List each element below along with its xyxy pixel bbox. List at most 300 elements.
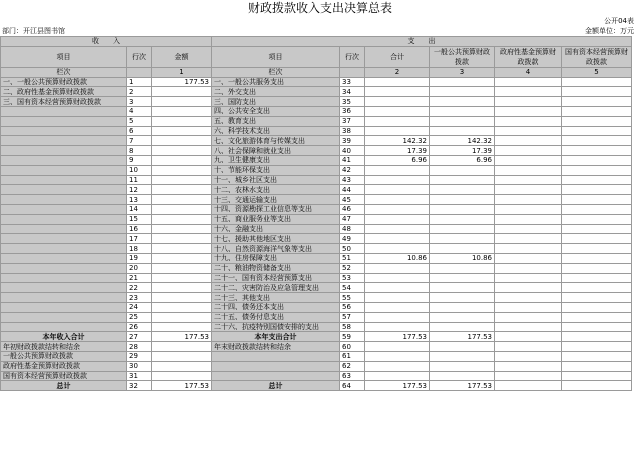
page-title: 财政拨款收入支出决算总表	[247, 1, 392, 15]
table-row	[1, 214, 632, 224]
expend-row-no: 41	[340, 155, 365, 165]
expend-general	[430, 97, 495, 107]
expend-gov-fund	[495, 175, 562, 185]
year-income-amount: 177.53	[152, 332, 212, 342]
expend-item: 十二、农林水支出	[212, 185, 340, 195]
expend-item: 九、卫生健康支出	[212, 155, 340, 165]
column-index-4: 4	[495, 67, 562, 77]
expend-row-no: 53	[340, 273, 365, 283]
expend-state-capital	[562, 234, 632, 244]
table-row	[1, 283, 632, 293]
row-number: 63	[340, 371, 365, 381]
expend-total	[365, 204, 430, 214]
expend-total	[365, 116, 430, 126]
gov-fund-header: 政府性基金预算财政拨款	[495, 46, 562, 67]
income-amount	[152, 185, 212, 195]
expend-gov-fund	[495, 253, 562, 263]
income-item	[1, 244, 127, 254]
income-amount	[152, 224, 212, 234]
expend-row-no: 58	[340, 322, 365, 332]
income-amount	[152, 165, 212, 175]
expend-total	[365, 175, 430, 185]
expend-rowno-header: 行次	[340, 46, 365, 67]
expend-general	[430, 322, 495, 332]
income-row-no: 13	[127, 195, 152, 205]
table-row	[1, 312, 632, 322]
carry-out-label: 年末财政拨款结转和结余	[212, 342, 340, 352]
expend-total	[365, 87, 430, 97]
expend-row-no: 48	[340, 224, 365, 234]
expend-general	[430, 116, 495, 126]
expend-total: 10.86	[365, 253, 430, 263]
expend-row-no: 34	[340, 87, 365, 97]
expend-gov-fund	[495, 273, 562, 283]
grand-total-label: 总计	[1, 381, 127, 391]
expend-gov-fund	[495, 97, 562, 107]
grand-total-right-total: 177.53	[365, 381, 430, 391]
table-row	[1, 146, 632, 156]
income-row-no: 4	[127, 106, 152, 116]
expend-state-capital	[562, 244, 632, 254]
expend-state-capital	[562, 224, 632, 234]
income-amount	[152, 283, 212, 293]
expend-gov-fund	[495, 214, 562, 224]
table-row	[1, 195, 632, 205]
income-amount	[152, 136, 212, 146]
income-amount: 177.53	[152, 77, 212, 87]
income-item: 二、政府性基金预算财政拨款	[1, 87, 127, 97]
year-expend-label: 本年支出合计	[212, 332, 340, 342]
column-label: 栏次	[1, 67, 127, 77]
income-item	[1, 204, 127, 214]
income-row-no: 6	[127, 126, 152, 136]
expend-general	[430, 302, 495, 312]
income-row-no: 15	[127, 214, 152, 224]
expend-state-capital	[562, 116, 632, 126]
carry-in-label: 年初财政拨款结转和结余	[1, 342, 127, 352]
expend-item: 二、外交支出	[212, 87, 340, 97]
income-item	[1, 253, 127, 263]
income-item	[1, 116, 127, 126]
expend-state-capital	[562, 263, 632, 273]
expend-total: 17.39	[365, 146, 430, 156]
expend-item: 四、公共安全支出	[212, 106, 340, 116]
expend-gov-fund	[495, 234, 562, 244]
expend-total	[365, 185, 430, 195]
expend-total	[365, 263, 430, 273]
grand-total-right-general: 177.53	[430, 381, 495, 391]
income-header: 收 入	[1, 37, 212, 47]
expend-item: 六、科学技术支出	[212, 126, 340, 136]
expend-general: 142.32	[430, 136, 495, 146]
income-item	[1, 293, 127, 303]
carry-sub3-no: 31	[127, 371, 152, 381]
income-row-no: 21	[127, 273, 152, 283]
income-item	[1, 224, 127, 234]
table-row	[1, 185, 632, 195]
expend-item: 二十二、灾害防治及应急管理支出	[212, 283, 340, 293]
table-row	[1, 302, 632, 312]
expend-item: 十七、援助其他地区支出	[212, 234, 340, 244]
year-expend-no: 59	[340, 332, 365, 342]
expend-total: 6.96	[365, 155, 430, 165]
expend-general	[430, 87, 495, 97]
expend-gov-fund	[495, 283, 562, 293]
expend-state-capital	[562, 185, 632, 195]
income-row-no: 24	[127, 302, 152, 312]
expend-state-capital	[562, 136, 632, 146]
income-amount	[152, 293, 212, 303]
expend-state-capital	[562, 214, 632, 224]
carry-sub1-no: 29	[127, 351, 152, 361]
total-header: 合计	[365, 46, 430, 67]
expend-general	[430, 244, 495, 254]
unit-label: 金额单位：万元	[585, 27, 634, 35]
carry-in-no: 28	[127, 342, 152, 352]
expend-total	[365, 126, 430, 136]
year-total-row	[1, 332, 632, 342]
expend-state-capital	[562, 283, 632, 293]
expend-general	[430, 77, 495, 87]
expend-row-no: 37	[340, 116, 365, 126]
table-row	[1, 97, 632, 107]
expend-gov-fund	[495, 293, 562, 303]
grand-total-no: 32	[127, 381, 152, 391]
expend-gov-fund	[495, 77, 562, 87]
expend-general	[430, 106, 495, 116]
income-amount	[152, 312, 212, 322]
expend-item: 八、社会保障和就业支出	[212, 146, 340, 156]
income-amount	[152, 273, 212, 283]
expend-gov-fund	[495, 87, 562, 97]
expend-total	[365, 312, 430, 322]
income-item	[1, 175, 127, 185]
table-row	[1, 263, 632, 273]
column-index-2: 2	[365, 67, 430, 77]
grand-total-right-label: 总计	[212, 381, 340, 391]
income-item	[1, 283, 127, 293]
income-row-no: 16	[127, 224, 152, 234]
expend-gov-fund	[495, 155, 562, 165]
table-row	[1, 155, 632, 165]
income-amount	[152, 234, 212, 244]
expend-row-no: 39	[340, 136, 365, 146]
table-row	[1, 253, 632, 263]
department-label: 部门：开江县图书馆	[2, 27, 65, 35]
carry-sub2-label: 政府性基金预算财政拨款	[1, 361, 127, 371]
income-amount	[152, 126, 212, 136]
expend-row-no: 49	[340, 234, 365, 244]
section-header-row	[1, 37, 632, 47]
income-item	[1, 302, 127, 312]
expend-general	[430, 234, 495, 244]
table-row	[1, 165, 632, 175]
column-header-row	[1, 46, 632, 67]
expend-total	[365, 214, 430, 224]
income-row-no: 17	[127, 234, 152, 244]
expend-state-capital	[562, 77, 632, 87]
income-row-no: 26	[127, 322, 152, 332]
table-row	[1, 175, 632, 185]
table-row	[1, 224, 632, 234]
expend-gov-fund	[495, 263, 562, 273]
expend-item: 十九、住房保障支出	[212, 253, 340, 263]
income-item	[1, 155, 127, 165]
income-item	[1, 185, 127, 195]
expend-gov-fund	[495, 322, 562, 332]
table-row	[1, 204, 632, 214]
income-item	[1, 165, 127, 175]
expend-item-header: 项目	[212, 46, 340, 67]
income-row-no: 14	[127, 204, 152, 214]
income-item: 一、一般公共预算财政拨款	[1, 77, 127, 87]
income-item	[1, 322, 127, 332]
year-income-no: 27	[127, 332, 152, 342]
income-item	[1, 195, 127, 205]
expend-gov-fund	[495, 146, 562, 156]
income-row-no: 19	[127, 253, 152, 263]
income-item	[1, 146, 127, 156]
expend-item: 十六、金融支出	[212, 224, 340, 234]
expend-row-no: 46	[340, 204, 365, 214]
expend-item: 十一、城乡社区支出	[212, 175, 340, 185]
expend-item: 十三、交通运输支出	[212, 195, 340, 205]
income-row-no: 20	[127, 263, 152, 273]
income-item	[1, 136, 127, 146]
expend-total	[365, 273, 430, 283]
expend-row-no: 40	[340, 146, 365, 156]
carry-sub3-label: 国有资本经营预算财政拨款	[1, 371, 127, 381]
income-item-header: 项目	[1, 46, 127, 67]
expend-row-no: 56	[340, 302, 365, 312]
expend-header: 支 出	[212, 37, 632, 47]
table-row	[1, 136, 632, 146]
expend-item: 二十四、债务还本支出	[212, 302, 340, 312]
expend-state-capital	[562, 312, 632, 322]
expend-general	[430, 263, 495, 273]
row-number: 62	[340, 361, 365, 371]
income-amount	[152, 146, 212, 156]
expend-row-no: 55	[340, 293, 365, 303]
carry-out-no: 60	[340, 342, 365, 352]
expend-general	[430, 293, 495, 303]
income-amount	[152, 322, 212, 332]
expend-general	[430, 204, 495, 214]
expend-row-no: 42	[340, 165, 365, 175]
expend-general	[430, 165, 495, 175]
column-index-row	[1, 67, 632, 77]
expend-general	[430, 185, 495, 195]
expend-state-capital	[562, 195, 632, 205]
expend-row-no: 38	[340, 126, 365, 136]
income-row-no: 1	[127, 77, 152, 87]
income-item	[1, 126, 127, 136]
expend-row-no: 47	[340, 214, 365, 224]
expend-state-capital	[562, 106, 632, 116]
expend-state-capital	[562, 97, 632, 107]
income-row-no: 2	[127, 87, 152, 97]
income-amount	[152, 87, 212, 97]
expend-item: 五、教育支出	[212, 116, 340, 126]
expend-state-capital	[562, 322, 632, 332]
income-amount	[152, 195, 212, 205]
income-row-no: 10	[127, 165, 152, 175]
expend-item: 三、国防支出	[212, 97, 340, 107]
expend-gov-fund	[495, 204, 562, 214]
expend-gov-fund	[495, 195, 562, 205]
income-row-no: 23	[127, 293, 152, 303]
carry-sub1-label: 一般公共预算财政拨款	[1, 351, 127, 361]
expend-gov-fund	[495, 116, 562, 126]
expend-gov-fund	[495, 106, 562, 116]
income-amount	[152, 106, 212, 116]
expend-state-capital	[562, 175, 632, 185]
expend-total	[365, 302, 430, 312]
expend-item: 十、节能环保支出	[212, 165, 340, 175]
table-row	[1, 234, 632, 244]
expend-row-no: 57	[340, 312, 365, 322]
expend-state-capital	[562, 273, 632, 283]
expend-state-capital	[562, 126, 632, 136]
table-row	[1, 77, 632, 87]
income-row-no: 3	[127, 97, 152, 107]
grand-total-row	[1, 381, 632, 391]
income-item	[1, 312, 127, 322]
income-row-no: 12	[127, 185, 152, 195]
expend-total	[365, 106, 430, 116]
expend-general	[430, 273, 495, 283]
expend-total	[365, 165, 430, 175]
table-row	[1, 273, 632, 283]
column-index-3: 3	[430, 67, 495, 77]
grand-total-right-no: 64	[340, 381, 365, 391]
income-amount	[152, 175, 212, 185]
expend-row-no: 43	[340, 175, 365, 185]
table-row	[1, 126, 632, 136]
income-item	[1, 273, 127, 283]
expend-total	[365, 224, 430, 234]
form-number: 公开04表	[604, 17, 634, 25]
income-row-no: 11	[127, 175, 152, 185]
expend-gov-fund	[495, 126, 562, 136]
expend-state-capital	[562, 204, 632, 214]
expend-row-no: 54	[340, 283, 365, 293]
income-amount	[152, 97, 212, 107]
expend-total	[365, 195, 430, 205]
grand-total-amount: 177.53	[152, 381, 212, 391]
carry-sub2-no: 30	[127, 361, 152, 371]
expend-general: 10.86	[430, 253, 495, 263]
income-amount	[152, 244, 212, 254]
income-amount	[152, 263, 212, 273]
expend-state-capital	[562, 293, 632, 303]
expend-total	[365, 234, 430, 244]
table-row	[1, 116, 632, 126]
expend-general	[430, 195, 495, 205]
expend-state-capital	[562, 302, 632, 312]
expend-gov-fund	[495, 312, 562, 322]
income-amount	[152, 204, 212, 214]
expend-general	[430, 283, 495, 293]
expend-gov-fund	[495, 302, 562, 312]
column-label: 栏次	[212, 67, 340, 77]
budget-table	[0, 36, 632, 391]
carry-sub-row	[1, 371, 632, 381]
expend-total: 142.32	[365, 136, 430, 146]
expend-total	[365, 244, 430, 254]
expend-item: 七、文化旅游体育与传媒支出	[212, 136, 340, 146]
table-row	[1, 244, 632, 254]
income-item	[1, 234, 127, 244]
income-row-no: 9	[127, 155, 152, 165]
income-amount	[152, 155, 212, 165]
table-row	[1, 322, 632, 332]
expend-general	[430, 312, 495, 322]
expend-general: 17.39	[430, 146, 495, 156]
expend-total	[365, 283, 430, 293]
income-amount	[152, 302, 212, 312]
expend-row-no: 33	[340, 77, 365, 87]
income-row-no: 22	[127, 283, 152, 293]
income-row-no: 8	[127, 146, 152, 156]
expend-general: 6.96	[430, 155, 495, 165]
expend-state-capital	[562, 146, 632, 156]
income-row-no: 5	[127, 116, 152, 126]
expend-item: 一、一般公共服务支出	[212, 77, 340, 87]
expend-gov-fund	[495, 224, 562, 234]
income-amount	[152, 116, 212, 126]
income-item	[1, 214, 127, 224]
expend-row-no: 45	[340, 195, 365, 205]
year-income-label: 本年收入合计	[1, 332, 127, 342]
general-header: 一般公共预算财政拨款	[430, 46, 495, 67]
expend-item: 十五、商业服务业等支出	[212, 214, 340, 224]
expend-item: 十八、自然资源海洋气象等支出	[212, 244, 340, 254]
expend-row-no: 51	[340, 253, 365, 263]
income-rowno-header: 行次	[127, 46, 152, 67]
expend-state-capital	[562, 155, 632, 165]
column-index-1: 1	[152, 67, 212, 77]
expend-gov-fund	[495, 185, 562, 195]
expend-row-no: 35	[340, 97, 365, 107]
table-row	[1, 87, 632, 97]
expend-item: 十四、资源勘探工业信息等支出	[212, 204, 340, 214]
year-expend-general: 177.53	[430, 332, 495, 342]
expend-row-no: 44	[340, 185, 365, 195]
expend-total	[365, 322, 430, 332]
expend-row-no: 36	[340, 106, 365, 116]
carry-sub-row	[1, 361, 632, 371]
expend-row-no: 52	[340, 263, 365, 273]
income-row-no: 7	[127, 136, 152, 146]
income-row-no: 18	[127, 244, 152, 254]
income-item	[1, 106, 127, 116]
carry-row	[1, 342, 632, 352]
expend-gov-fund	[495, 165, 562, 175]
state-capital-header: 国有资本经营预算财政拨款	[562, 46, 632, 67]
carry-sub-row	[1, 351, 632, 361]
expend-row-no: 50	[340, 244, 365, 254]
expend-item: 二十三、其他支出	[212, 293, 340, 303]
income-item: 三、国有资本经营预算财政拨款	[1, 97, 127, 107]
expend-general	[430, 224, 495, 234]
income-amount-header: 金额	[152, 46, 212, 67]
expend-general	[430, 175, 495, 185]
expend-total	[365, 97, 430, 107]
income-row-no: 25	[127, 312, 152, 322]
expend-total	[365, 77, 430, 87]
column-index-5: 5	[562, 67, 632, 77]
